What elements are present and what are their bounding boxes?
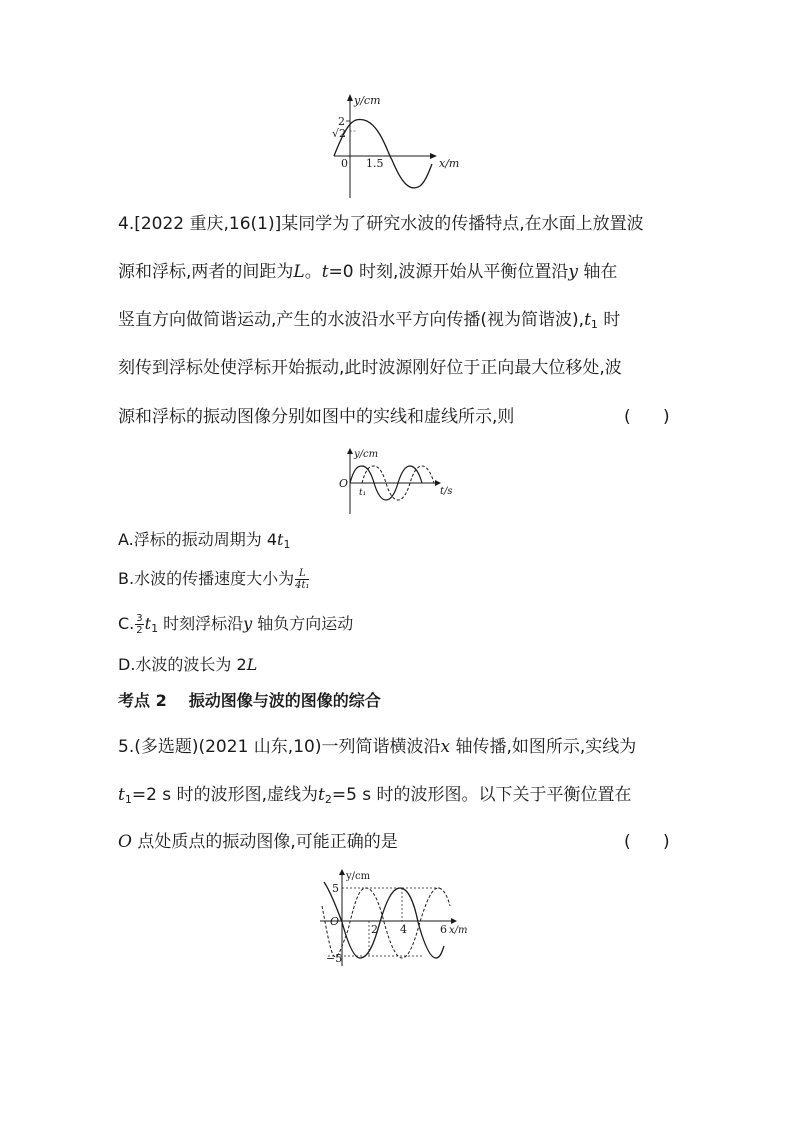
q4-var-y: y bbox=[568, 262, 579, 282]
option-c-var-y: y bbox=[243, 614, 253, 633]
tick-2: 2 bbox=[338, 115, 345, 128]
q4-line-1-text: 某同学为了研究水波的传播特点,在水面上放置波 bbox=[281, 214, 644, 234]
y-arrow bbox=[339, 869, 345, 875]
option-a-text: A.浮标的振动周期为 4 bbox=[118, 530, 278, 549]
q5-var-O: O bbox=[118, 832, 132, 852]
figure-wave-q5 bbox=[314, 866, 484, 970]
q4-line-2 bbox=[118, 260, 617, 284]
dashed-wave-t2 bbox=[322, 888, 450, 958]
q5-line-1 bbox=[118, 735, 636, 759]
option-a-var: t bbox=[277, 530, 284, 549]
option-b-text: B.水波的传播速度大小为 bbox=[118, 569, 295, 588]
q5-var-x: x bbox=[440, 737, 451, 757]
q5-line-1-b: 轴传播,如图所示,实线为 bbox=[450, 737, 637, 757]
q4-var-L: L bbox=[293, 262, 305, 282]
q5-line-3-text: 点处质点的振动图像,可能正确的是 bbox=[131, 832, 398, 852]
q5-line-2-a: =2 s 时的波形图,虚线为 bbox=[131, 785, 318, 805]
q4-line-3 bbox=[118, 308, 620, 337]
q5-line-2-b: =5 s 时的波形图。以下关于平衡位置在 bbox=[331, 785, 632, 805]
option-c[interactable] bbox=[118, 613, 353, 640]
q4-line-4: 刻传到浮标处使浮标开始振动,此时波源刚好位于正向最大位移处,波 bbox=[118, 358, 622, 378]
tick-sqrt2: √2 bbox=[332, 127, 347, 140]
tick-4: 4 bbox=[400, 923, 407, 936]
q4-line-5: 源和浮标的振动图像分别如图中的实线和虚线所示,则 bbox=[118, 407, 515, 427]
option-c-sub: 1 bbox=[151, 622, 159, 635]
q4-var-t: t bbox=[321, 262, 329, 282]
option-a[interactable] bbox=[118, 529, 290, 556]
q5-answer-paren: ( ) bbox=[624, 832, 670, 852]
tick-5: 5 bbox=[332, 882, 339, 895]
origin-label: O bbox=[330, 915, 340, 928]
option-d-text: D.水波的波长为 2 bbox=[118, 655, 247, 674]
option-c-text-2: 轴负方向运动 bbox=[252, 614, 354, 633]
q4-line-2-c: =0 时刻,波源开始从平衡位置沿 bbox=[328, 262, 569, 282]
q5-var-t1: t bbox=[118, 785, 125, 805]
q5-var-t1-sub: 1 bbox=[124, 793, 132, 806]
y-axis-label: y/cm bbox=[346, 871, 371, 882]
tick-minus-5: −5 bbox=[326, 952, 343, 965]
q5-var-t2-sub: 2 bbox=[324, 793, 332, 806]
q4-var-t1-sub: 1 bbox=[590, 318, 598, 331]
tick-t1: t₁ bbox=[359, 488, 367, 498]
q4-line-2-a: 源和浮标,两者的间距为 bbox=[118, 262, 294, 282]
figure-oscillation-q4 bbox=[336, 446, 466, 518]
q4-source: 4.[2022 重庆,16(1)] bbox=[118, 214, 282, 234]
x-arrow bbox=[430, 153, 437, 159]
figure-wave-1 bbox=[326, 90, 476, 205]
option-c-label: C. bbox=[118, 614, 135, 633]
option-b-fraction: $\frac{L}{\text{4t₁}}$ bbox=[295, 568, 310, 591]
q4-line-2-b: 。 bbox=[304, 262, 322, 282]
y-arrow bbox=[347, 94, 353, 101]
q4-line-3-b: 时 bbox=[597, 310, 621, 330]
q5-line-2 bbox=[118, 783, 632, 812]
q4-line-3-a: 竖直方向做简谐运动,产生的水波沿水平方向传播(视为简谐波), bbox=[118, 310, 585, 330]
y-axis-label: y/cm bbox=[354, 449, 379, 460]
x-axis-label: x/m bbox=[449, 925, 468, 936]
y-arrow bbox=[347, 448, 353, 454]
q4-line-2-d: 轴在 bbox=[578, 262, 618, 282]
q5-line-3 bbox=[118, 830, 398, 854]
section-title: 振动图像与波的图像的综合 bbox=[188, 691, 381, 710]
option-a-sub: 1 bbox=[283, 538, 291, 551]
t-axis-label: t/s bbox=[440, 486, 453, 497]
option-b[interactable] bbox=[118, 568, 310, 591]
origin-label: 0 bbox=[341, 157, 348, 170]
q4-line-1 bbox=[118, 212, 644, 236]
option-d-var: L bbox=[246, 655, 258, 674]
origin-label: O bbox=[339, 477, 349, 490]
option-d[interactable] bbox=[118, 654, 257, 676]
section-label: 考点 2 bbox=[118, 691, 167, 710]
tick-6: 6 bbox=[440, 923, 447, 936]
q4-answer-paren: ( ) bbox=[624, 407, 670, 427]
option-c-fraction: $\frac{3}{2}$ bbox=[136, 613, 143, 636]
y-axis-label: y/cm bbox=[354, 94, 381, 107]
q5-line-1-a: 5.(多选题)(2021 山东,10)一列简谐横波沿 bbox=[118, 737, 441, 757]
x-axis-label: x/m bbox=[439, 157, 460, 170]
tick-1-5: 1.5 bbox=[366, 157, 384, 170]
option-c-text: 时刻浮标沿 bbox=[158, 614, 244, 633]
q4-var-t1: t bbox=[584, 310, 591, 330]
tick-2: 2 bbox=[371, 923, 378, 936]
option-c-var: t bbox=[144, 614, 152, 633]
x-arrow bbox=[451, 918, 457, 924]
q5-var-t2: t bbox=[317, 785, 325, 805]
section-heading bbox=[118, 690, 381, 712]
wave-curve bbox=[334, 119, 432, 187]
